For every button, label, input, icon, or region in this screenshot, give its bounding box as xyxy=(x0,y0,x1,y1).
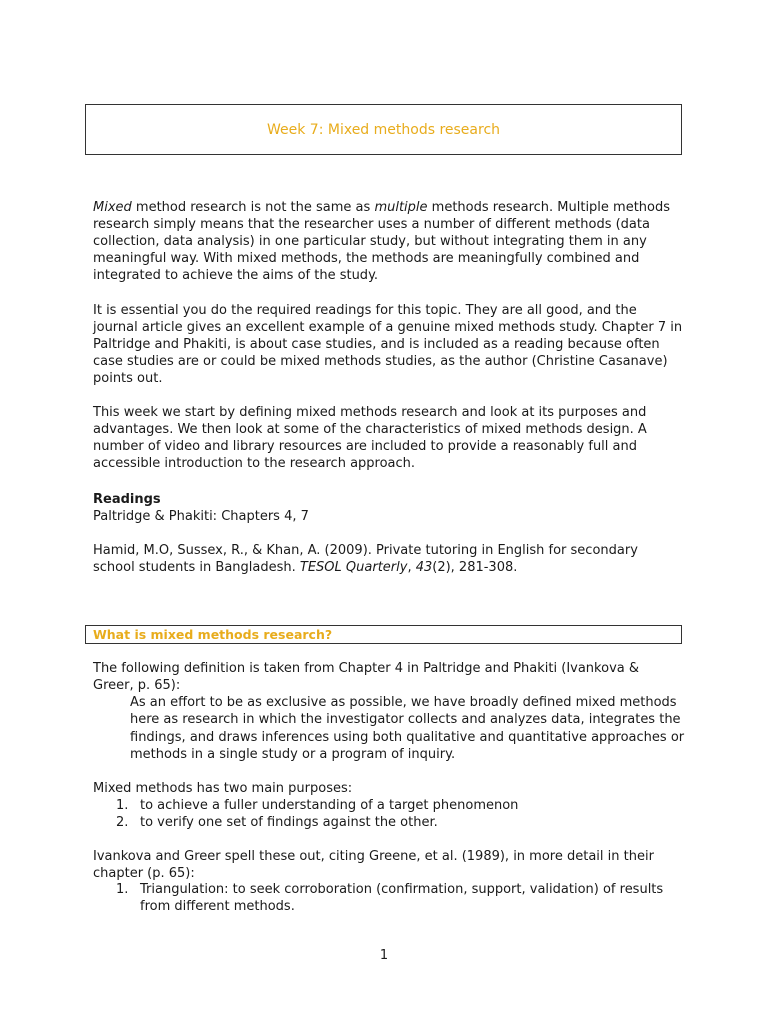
readings-reference xyxy=(93,542,683,576)
intro-text-1: method research is not the same as xyxy=(131,200,375,215)
reference-journal: TESOL Quarterly xyxy=(299,560,408,575)
definition-quote: As an effort to be as exclusive as possible, we have broadly defined mixed methods here as research in which the investigator collects and analyzes data, integrates the findings, and draws inferences using both qualitative and quantitative approaches or methods in a single study or a program of inquiry. xyxy=(130,695,685,762)
intro-em-multiple: multiple xyxy=(374,200,428,215)
greene-list xyxy=(113,881,685,915)
purposes-intro: Mixed methods has two main purposes: xyxy=(93,781,353,796)
intro-paragraph-3: This week we start by defining mixed methods research and look at its purposes and advantages. We then look at some of the characteristics of mixed methods design. A number of video and library resources are included to provide a reasonably full and accessible introduction to the research approach. xyxy=(93,405,647,471)
reference-pages: (2), 281-308. xyxy=(432,560,518,575)
intro-em-mixed: Mixed xyxy=(93,200,132,215)
list-item-text: to achieve a fuller understanding of a target phenomenon xyxy=(140,798,519,813)
reference-volume: 43 xyxy=(415,560,433,575)
readings-chapters: Paltridge & Phakiti: Chapters 4, 7 xyxy=(93,509,309,524)
readings-heading: Readings xyxy=(93,492,161,507)
section-heading-box xyxy=(85,625,682,644)
page-title: Week 7: Mixed methods research xyxy=(266,121,501,138)
reference-authors: Hamid, M.O, Sussex, R., & Khan, A. (2009). Private tutoring in English for secondary school students in Bangladesh. xyxy=(93,543,638,575)
list-item xyxy=(113,881,685,915)
page-number: 1 xyxy=(379,948,389,963)
greene-intro: Ivankova and Greer spell these out, citing Greene, et al. (1989), in more detail in their chapter (p. 65): xyxy=(93,849,654,881)
intro-text-2: methods research. Multiple methods research simply means that the researcher uses a number of different methods (data collection, data analysis) in one particular study, but without integrating them in any meaningful way. With mixed methods, the methods are meaningfully combined and integrated to achieve the aims of the study. xyxy=(93,200,671,283)
list-item-text: to verify one set of findings against the other. xyxy=(140,815,438,830)
intro-paragraph-2: It is essential you do the required readings for this topic. They are all good, and the journal article gives an excellent example of a genuine mixed methods study. Chapter 7 in Paltridge and Phakiti, is about case studies, and is included as a reading because often case studies are or could be mixed methods studies, as the author (Christine Casanave) points out. xyxy=(93,303,683,386)
definition-intro: The following definition is taken from Chapter 4 in Paltridge and Phakiti (Ivankova & Greer, p. 65): xyxy=(93,661,639,693)
list-item xyxy=(113,814,685,831)
list-item xyxy=(113,797,685,814)
reference-sep: , xyxy=(407,560,416,575)
list-item-number: 2. xyxy=(116,815,129,830)
intro-paragraph-1 xyxy=(93,199,683,284)
list-item-number: 1. xyxy=(116,882,129,897)
list-item-number: 1. xyxy=(116,798,129,813)
purposes-list xyxy=(113,797,685,831)
section-heading: What is mixed methods research? xyxy=(93,627,333,642)
title-box xyxy=(85,104,682,155)
list-item-text: Triangulation: to seek corroboration (confirmation, support, validation) of results from different methods. xyxy=(140,882,664,914)
